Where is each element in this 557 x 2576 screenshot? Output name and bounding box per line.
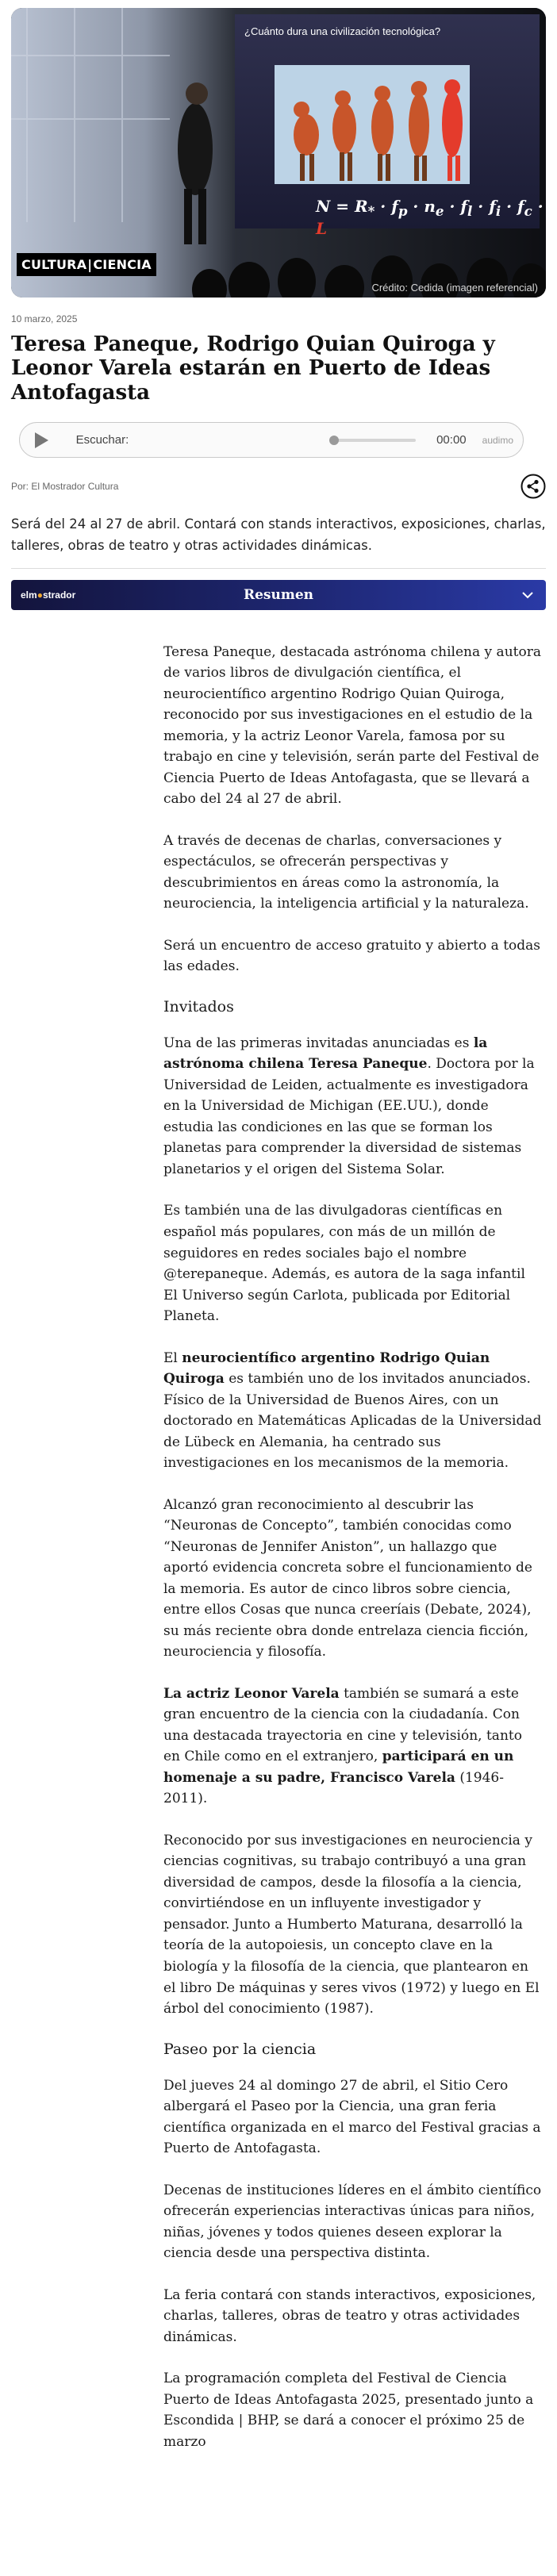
logo-part-a: el: [21, 589, 29, 601]
bold-text: participará en un homenaje a su padre, Francisco Varela: [163, 1749, 514, 1786]
section-heading-paseo: Paseo por la ciencia: [163, 2040, 317, 2058]
divider: [11, 568, 546, 569]
text-span: (1946-2011).: [163, 1769, 504, 1807]
paragraph: Reconocido por sus investigaciones en neurociencia y ciencias cognitivas, su trabajo contribuyó a una gran diversidad de campos, desde la filosofía a la ciencia, convirtiéndose en un influyente investigador y pensador. Junto a Humberto Maturana, desarrolló la teoría de la autopoiesis, un concepto clave en la biología y la filosofía de la ciencia, que plantearon en el libro De máquinas y seres vivos (1972) y luego en El árbol del conocimiento (1987).: [163, 1832, 540, 2017]
paragraph: Decenas de instituciones líderes en el ámbito científico ofrecerán experiencias interactivas únicas para niños, niñas, jóvenes y todos quienes deseen explorar la ciencia desde una perspectiva distinta.: [163, 2182, 542, 2262]
text-span: también se sumará a este gran encuentro de la ciencia con la ciudadanía. Con una destacada trayectoria en cine y televisión, tanto en Chile como en el extranjero,: [163, 1685, 522, 1765]
slide-title: ¿Cuánto dura una civilización tecnológica?: [244, 25, 441, 37]
paragraph: Teresa Paneque, destacada astrónoma chilena y autora de varios libros de divulgación científica, el neurocientífico argentino Rodrigo Quian Quiroga, reconocido por sus investigaciones en el estudio de la memoria, y la actriz Leonor Varela, famosa por su trabajo en cine y televisión, serán parte del Festival de Ciencia Puerto de Ideas Antofagasta, que se llevará a cabo del 24 al 27 de abril.: [163, 643, 541, 808]
article-lead: Será del 24 al 27 de abril. Contará con stands interactivos, exposiciones, charlas, talleres, obras de teatro y otras actividades dinámicas.: [11, 516, 546, 554]
formula-main: N = R: [316, 197, 368, 216]
audio-label: Escuchar:: [75, 433, 129, 447]
bold-text: La actriz Leonor Varela: [163, 1685, 340, 1702]
image-credit: Crédito: Cedida (imagen referencial): [371, 282, 538, 294]
category-tag[interactable]: [17, 253, 156, 276]
logo-dot: ●: [36, 589, 43, 601]
slide-formula: $N = R_* \cdot f_p \cdot n_e \cdot f_l \cdot f_i \cdot f_c \cdot L$: [316, 197, 544, 238]
formula-end: L: [316, 219, 328, 238]
section-heading-invitados: Invitados: [163, 997, 234, 1015]
play-icon[interactable]: [29, 426, 54, 455]
text-span: El: [163, 1349, 182, 1366]
audio-progress-knob[interactable]: [329, 436, 339, 445]
hero-image: [11, 8, 546, 298]
paragraph: Es también una de las divulgadoras científicas en español más populares, con más de un millón de seguidores en redes sociales bajo el nombre @terepaneque. Además, es autora de la saga infantil El Universo según Carlota, publicada por Editorial Planeta.: [163, 1203, 525, 1325]
paragraph: Será un encuentro de acceso gratuito y abierto a todas las edades.: [163, 937, 541, 975]
summary-title: Resumen: [243, 586, 314, 603]
audio-brand: audimo: [482, 434, 513, 446]
paragraph: La programación completa del Festival de Ciencia Puerto de Ideas Antofagasta 2025, presentado junto a Escondida | BHP, se dará a conocer el próximo 25 de marzo: [163, 2371, 534, 2450]
text-span: Una de las primeras invitadas anunciadas es: [163, 1035, 474, 1051]
byline-row: [11, 474, 546, 499]
paragraph: A través de decenas de charlas, conversaciones y espectáculos, se ofrecerán perspectivas y descubrimientos en áreas como la astronomía, la neurociencia, la inteligencia artificial y la naturaleza.: [163, 832, 529, 912]
chevron-down-icon[interactable]: [521, 588, 535, 602]
text-span: es también uno de los invitados anunciados. Físico de la Universidad de Buenos Aires, con un doctorado en Matemáticas Aplicadas de la Universidad de Lübeck en Alemania, ha centrado sus investigaciones en los mecanismos de la memoria.: [163, 1371, 542, 1472]
publish-date: 10 marzo, 2025: [11, 313, 78, 324]
paragraph: Del jueves 24 al domingo 27 de abril, el Sitio Cero albergará el Paseo por la Ciencia, una gran feria científica organizada en el marco del Festival gracias a Puerto de Antofagasta.: [163, 2077, 541, 2157]
logo-part-b: m: [29, 589, 37, 601]
article-body: [163, 642, 543, 2521]
paragraph: [163, 1033, 543, 1181]
summary-logo: [21, 589, 108, 601]
audio-time: 00:00: [436, 433, 467, 447]
paragraph: [163, 1348, 543, 1474]
bold-text: neurocientífico argentino Rodrigo Quian Quiroga: [163, 1349, 490, 1388]
audio-player: [19, 422, 524, 458]
logo-part-c: strador: [42, 589, 76, 601]
byline: Por: El Mostrador Cultura: [11, 481, 119, 493]
paragraph: Alcanzó gran reconocimiento al descubrir las “Neuronas de Concepto”, también conocidas como “Neuronas de Jennifer Aniston”, un hallazgo que aportó evidencia concreta sobre el funcionamiento de la memoria. Es autor de cinco libros sobre ciencia, entre ellos Cosas que nunca creeríais (Debate, 2024), su más reciente obra donde entrelaza ciencia ficción, neurociencia y filosofía.: [163, 1496, 532, 1660]
category-separator: |: [87, 257, 93, 272]
bold-text: la astrónoma chilena Teresa Paneque: [163, 1035, 488, 1073]
paragraph: [163, 1683, 543, 1810]
article-headline: Teresa Paneque, Rodrigo Quian Quiroga y Leonor Varela estarán en Puerto de Ideas Antofagasta: [11, 332, 495, 405]
text-span: . Doctora por la Universidad de Leiden, actualmente es investigadora en la Universidad de Michigan (EE.UU.), donde estudia las condiciones en las que se forman los planetas para comprender la diversidad de sistemas planetarios y el origen del Sistema Solar.: [163, 1056, 535, 1177]
paragraph: La feria contará con stands interactivos, exposiciones, charlas, talleres, obras de teatro y otras actividades dinámicas.: [163, 2286, 536, 2345]
summary-toggle[interactable]: [11, 580, 546, 610]
audio-progress-slider[interactable]: [333, 439, 416, 442]
share-icon[interactable]: [521, 474, 546, 499]
category-cultura[interactable]: CULTURA: [21, 257, 87, 272]
category-ciencia[interactable]: CIENCIA: [93, 257, 152, 272]
